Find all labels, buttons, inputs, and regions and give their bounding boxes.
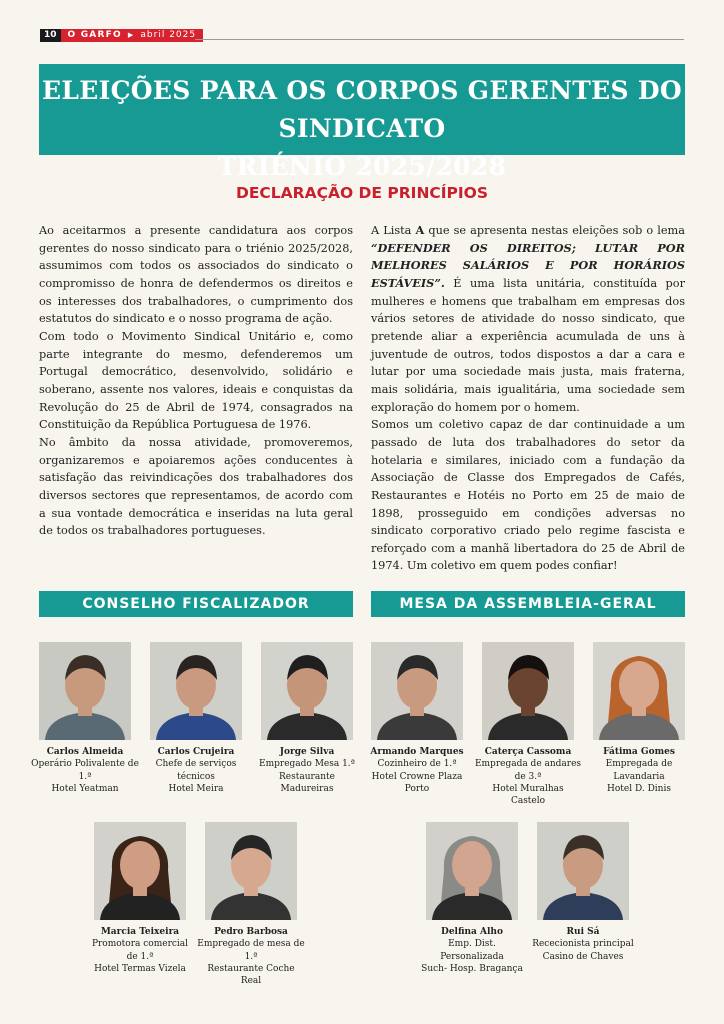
paragraph: Somos um coletivo capaz de dar continuidade a um passado de luta dos trabalhadores do setor da hotelaria e similares, iniciado com a fundação da Associação de Classe dos Empregados de Cafés, Restaurantes e Hotéis no Porto em 25 de maio de 1898, prosseguido em condições adversas no sindicato corporativo criado pelo regime fascista e reforçado com a manhã libertadora do 25 de Abril de 1974. Um coletivo em quem podes confiar! [371, 418, 685, 573]
person-card [585, 642, 693, 795]
list-motto: “DEFENDER OS DIREITOS; LUTAR POR MELHORES SALÁRIOS E POR HORÁRIOS ESTÁVEIS”. [371, 240, 685, 290]
section-conselho-fiscalizador: CONSELHO FISCALIZADOR [39, 591, 353, 617]
person-card [363, 642, 471, 795]
person-name: Rui Sá [566, 927, 600, 937]
person-card [418, 822, 526, 975]
person-role: Rececionista principal [532, 939, 634, 950]
portrait-photo [537, 822, 629, 920]
person-name: Pedro Barbosa [214, 927, 288, 937]
list-letter: A [415, 223, 425, 237]
person-name: Carlos Almeida [46, 747, 124, 757]
title-line-1: ELEIÇÕES PARA OS CORPOS GERENTES DO SINDICATO [42, 76, 682, 143]
person-role: Promotora comercial de 1.ª [91, 939, 189, 962]
text-column-right [371, 222, 685, 575]
person-workplace: Casino de Chaves [542, 951, 624, 962]
person-role: Empregado Mesa 1.ª [259, 759, 355, 770]
person-workplace: Restaurante Madureiras [279, 771, 335, 794]
section-subtitle: DECLARAÇÃO DE PRINCÍPIOS [235, 184, 489, 202]
person-workplace: Hotel Termas Vizela [94, 963, 186, 974]
portrait-photo [94, 822, 186, 920]
issue-date: abril 2025 [140, 29, 197, 40]
person-workplace: Hotel Yeatman [51, 783, 119, 794]
text-column-left [39, 222, 353, 540]
text-run: que se apresenta nestas eleições sob o lema [424, 224, 686, 237]
paragraph: Ao aceitarmos a presente candidatura aos corpos gerentes do nosso sindicato para o triénio 2025/2028, assumimos com todos os associados do sindicato o compromisso de honra de defendermos os direitos e os interesses dos trabalhadores, o cumprimento dos estatutos do sindicato e o nosso programa de ação. [39, 224, 353, 326]
person-workplace: Hotel Crowne Plaza Porto [371, 771, 463, 794]
portrait-photo [150, 642, 242, 740]
person-role: Emp. Dist. Personalizada [440, 939, 504, 962]
page-header [40, 28, 203, 42]
person-name: Armando Marques [370, 747, 464, 757]
person-card [253, 642, 361, 795]
arrow-right-icon: ▶ [127, 30, 135, 39]
text-run: É uma lista unitária, constituída por mulheres e homens que trabalham em empresas dos vários setores de atividade do nosso sindicato, que pretende aliar a experiência acumulada de uns à juventude de outros, todos dispostos a dar a cara e lutar por uma sociedade mais justa, mais fraterna, mais solidária, mais igualitária, uma sociedade sem exploração do homem por o homem. [371, 276, 685, 414]
person-role: Empregado de mesa de 1.ª [197, 939, 305, 962]
person-name: Jorge Silva [279, 747, 335, 757]
portrait-photo [371, 642, 463, 740]
person-role: Chefe de serviços técnicos [155, 759, 237, 782]
person-name: Carlos Crujeira [157, 747, 235, 757]
person-name: Fátima Gomes [603, 747, 675, 757]
person-role: Operário Polivalente de 1.ª [31, 759, 139, 782]
person-card [31, 642, 139, 795]
publication-tag [61, 29, 204, 42]
page-number: 10 [40, 29, 61, 42]
person-role: Empregada de Lavandaria [605, 759, 673, 782]
portrait-photo [482, 642, 574, 740]
title-line-2: TRIÉNIO 2025/2028 [217, 152, 507, 181]
paragraph: Com todo o Movimento Sindical Unitário e, como parte integrante do mesmo, defenderemos um Portugal democrático, desenvolvido, solidário e soberano, assente nos valores, ideais e conquistas da Revolução do 25 de Abril de 1974, consagrados na Constituição da República Portuguesa de 1976. [39, 329, 353, 432]
portrait-photo [39, 642, 131, 740]
person-role: Cozinheiro de 1.ª [377, 759, 457, 770]
person-card [474, 642, 582, 807]
person-name: Caterça Cassoma [484, 747, 572, 757]
person-workplace: Hotel Meira [168, 783, 224, 794]
portrait-photo [261, 642, 353, 740]
person-card [142, 642, 250, 795]
header-rule [195, 39, 684, 40]
publication-name: O GARFO [67, 29, 122, 40]
person-name: Marcia Teixeira [100, 927, 180, 937]
person-name: Delfina Alho [441, 927, 503, 937]
portrait-photo [593, 642, 685, 740]
paragraph [371, 222, 685, 416]
person-workplace: Hotel D. Dinis [607, 783, 671, 794]
title-banner [39, 64, 685, 181]
text-run: A Lista [371, 224, 416, 237]
portrait-photo [205, 822, 297, 920]
person-card [86, 822, 194, 975]
person-card [529, 822, 637, 963]
person-workplace: Hotel Muralhas Castelo [492, 783, 564, 807]
portrait-photo [426, 822, 518, 920]
person-role: Empregada de andares de 3.ª [474, 759, 582, 782]
person-card [197, 822, 305, 987]
section-mesa-assembleia: MESA DA ASSEMBLEIA-GERAL [371, 591, 685, 617]
paragraph: No âmbito da nossa atividade, promoveremos, organizaremos e apoiaremos ações conducentes à satisfação das reivindicações dos trabalhadores dos diversos sectores que representamos, de acordo com a sua vontade democrática e inseridas na luta geral de todos os trabalhadores portugueses. [39, 435, 353, 538]
person-workplace: Restaurante Coche Real [207, 963, 295, 987]
person-workplace: Such- Hosp. Bragança [421, 963, 523, 974]
